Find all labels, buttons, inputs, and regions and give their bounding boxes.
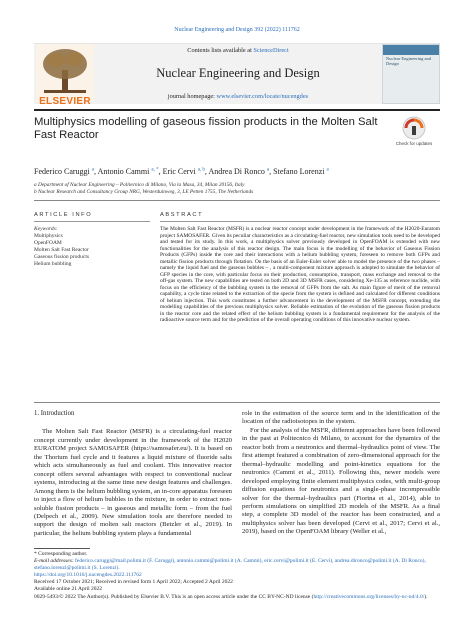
author-affiliation-mark: a: [266, 167, 270, 173]
journal-cover-thumbnail: [382, 44, 440, 104]
author-name[interactable]: Antonio Cammi: [97, 167, 150, 176]
author-list: Federico Caruggi $^a$, Antonio Cammi $^{a, *}$, Eric Cervi $^{a, b}$, Andrea Di Ronco $^a$, Stefano Lorenzi $^a$: [34, 167, 329, 176]
keyword: Helium bubbling: [34, 261, 72, 267]
license-line: [34, 594, 440, 601]
homepage-prefix: journal homepage:: [167, 93, 217, 100]
article-info-heading: ARTICLE INFO: [34, 212, 93, 218]
license-prefix: 0029-5493/© 2022 The Author(s). Published by Elsevier B.V. This is an open access article under the CC BY-NC-ND license (: [34, 593, 314, 600]
elsevier-tree-logo: [36, 44, 94, 102]
section-rule: [34, 200, 440, 201]
keywords-label: Keywords:: [34, 226, 58, 232]
keyword: Molten Salt Fast Reactor: [34, 247, 89, 253]
author-name[interactable]: Stefano Lorenzi: [273, 167, 325, 176]
body-rule: [34, 402, 440, 403]
journal-reference[interactable]: Nuclear Engineering and Design 392 (2022) 111762: [174, 27, 300, 33]
author-affiliation-mark: a: [91, 167, 94, 173]
license-link[interactable]: http://creativecommons.org/licenses/by-nc-nd/4.0/: [313, 593, 425, 600]
keyword: Multiphysics: [34, 233, 63, 239]
article-title: Multiphysics modelling of gaseous fission products in the Molten Salt Fast Reactor: [34, 116, 378, 142]
abstract-heading: ABSTRACT: [160, 212, 204, 218]
author-name[interactable]: Andrea Di Ronco: [208, 167, 265, 176]
cover-band: [383, 45, 439, 55]
keyword: OpenFOAM: [34, 240, 62, 246]
introduction-heading: 1. Introduction: [34, 410, 75, 417]
sciencedirect-link[interactable]: ScienceDirect: [253, 47, 289, 54]
available-online: Available online 21 April 2022: [34, 586, 103, 593]
license-suffix: ).: [424, 593, 428, 600]
corresponding-author-note: * Corresponding author.: [34, 551, 88, 557]
body-paragraph: The Molten Salt Fast Reactor (MSFR) is a circulating-fuel reactor concept currently under development in the framework of the H2020 EURATOM project SAMOSAFER (https://samosafer.eu/). It is based on the Thorium fuel cycle and it features a liquid mixture of fluoride salts which acts simultaneously as fuel and coolant. This innovative reactor concept offers several advantages with respect to conventional nuclear systems, introducing at the same time new design features and challenges. Among them is the helium bubbling system, an in-core apparatus foreseen to inject a flow of helium bubbles in the mixture, in order to extract non-soluble fission products – in gaseous and metallic form – from the fuel (Delpech et al., 2009). New simulation tools are therefore needed to support the design of molten salt reactors (Betzler et al., 2019). In particular, the helium bubbling system plays a fundamental: [34, 428, 232, 537]
article-info-rule: [34, 221, 150, 222]
author-name[interactable]: Federico Caruggi: [34, 167, 90, 176]
check-for-updates-icon[interactable]: [402, 116, 426, 140]
footnotes: [34, 551, 440, 601]
cover-title: Nuclear Engineering and Design: [386, 56, 431, 66]
doi-link[interactable]: https://doi.org/10.1016/j.nucengdes.2022.111762: [34, 572, 142, 579]
author-affiliation-mark: a: [326, 167, 329, 173]
homepage-link[interactable]: www.elsevier.com/locate/nucengdes: [216, 93, 309, 100]
contents-available-line: [100, 47, 376, 54]
body-column-left: [34, 410, 232, 538]
body-paragraph: role in the estimation of the source term and in the identification of the location of the radioisotopes in the system.: [242, 410, 440, 426]
email-addresses: [34, 558, 440, 572]
journal-name: Nuclear Engineering and Design: [156, 66, 320, 80]
affiliation: b Nuclear Research and Consultancy Group NRG, Westerduinweg, 3, LE Petten 1755, The Netherlands: [34, 189, 254, 195]
author-affiliation-mark: a, b: [197, 167, 205, 173]
author-affiliation-mark: a, *: [151, 167, 159, 173]
body-column-right: [242, 410, 440, 537]
header-rule: [34, 109, 440, 111]
abstract-rule: [160, 221, 440, 222]
body-paragraph: For the analysis of the MSFR, different approaches have been followed in the past at Politecnico di Milano, to account for the dynamics of the reactor both from a neutronics and thermal–hydraulics point of view. The first attempt featured a combination of zero-dimensional approach for the thermal–hydraulic modelling and point-kinetics equations for the neutronics (Cammi et al., 2011). Following this, newer models were developed employing finite element multiphysics codes, with multi-group diffusion equations for neutronics and a single-phase incompressible solver for the thermal–hydraulics part (Fiorina et al., 2014), able to perform simulations on simplified 2D models of the MSFR. As a final step, a complete 3D model of the reactor has been constructed, and a multiphysics solver has been developed (Cervi et al., 2017; Cervi et al., 2019), based on the OpenFOAM library (Weller et al.,: [242, 426, 440, 536]
author-name[interactable]: Eric Cervi: [162, 167, 196, 176]
keywords-list: [34, 233, 89, 268]
received-dates: Received 17 October 2021; Received in revised form 1 April 2022; Accepted 2 April 2022: [34, 579, 233, 586]
email-list[interactable]: federico.caruggi@mail.polimi.it (F. Caruggi), antonio.cammi@polimi.it (A. Cammi), eric.cervi@polimi.it (E. Cervi), andrea.dironco@polimi.it (A. Di Ronco), stefano.lorenzi@polimi.it (S. Lorenzi).: [34, 558, 426, 572]
abstract-text: The Molten Salt Fast Reactor (MSFR) is a nuclear reactor concept under development in the framework of the H2020-Euratom project SAMOSAFER. Given its peculiar characteristics as a circulating-fuel reactor, new simulation tools need to be developed and tested for its study. In this work, a multiphysics solver previously developed in OpenFOAM is extended with new functionalities for the analysis of this reactor design. The main focus is the modelling of the behavior of Gaseous Fission Products (GFPs) inside the core and their interactions with a helium bubbling system, foreseen to remove both GFPs and metallic fission products through flotation. On the basis of an Euler-Euler solver able to model the presence of the two phases – namely the liquid fuel and the gaseous bubbles – , a multi-component mixture approach is adopted to simulate the behavior of GFP species in the core, with particular focus on their production, consumption, transport, mass exchange and removal to the off-gas system. The new capabilities are tested on both 2D and 3D MSFR cases, considering Xe-135 as reference nuclide, with focus on the efficiency of the bubbling system in the removal of GFPs from the salt. As main figure of merit of the removal capability, a cycle time related to the extraction of the specie from the system is defined and calculated for different conditions of helium injection. This work constitutes a further advancement in the development of the MSFR concept, extending the modelling capabilities of the previous multiphysics solver. Reliable estimation of the evolution of the gaseous fission products in the reactor core and the related effect of the helium bubbling system is a fundamental requirement for the analysis of the radioactive source term and for the prediction of the overall operating conditions of this innovative nuclear system.: [160, 226, 440, 323]
email-label: E-mail addresses:: [34, 558, 74, 565]
journal-homepage-line: [100, 93, 376, 100]
elsevier-wordmark: ELSEVIER: [39, 96, 91, 107]
contents-prefix: Contents lists available at: [187, 47, 254, 54]
keyword: Gaseous fission products: [34, 254, 89, 260]
footnote-rule: [34, 548, 90, 549]
affiliation: a Department of Nuclear Engineering – Politecnico di Milano, Via la Masa, 34, Milan 20156, Italy: [34, 182, 245, 188]
check-for-updates-label[interactable]: Check for updates: [395, 141, 433, 146]
